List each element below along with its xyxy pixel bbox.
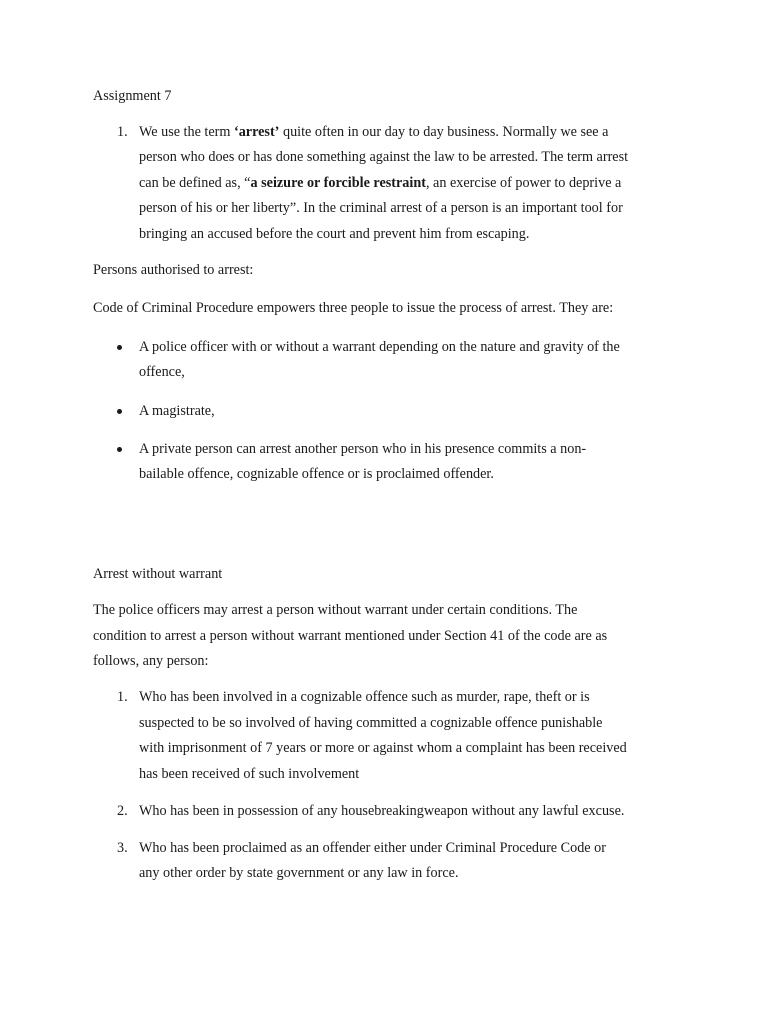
condition1-line4: has been received of such involvement [139, 766, 360, 782]
condition3-line2: any other order by state government or any law in force. [139, 865, 459, 881]
bullet1-line1: A police officer with or without a warrant depending on the nature and gravity of the [139, 339, 620, 355]
list-number: 1. [117, 689, 128, 705]
warrant-para-line1: The police officers may arrest a person without warrant under certain conditions. The [93, 602, 578, 618]
bullet-icon [117, 345, 122, 350]
text-span: can be defined as, “ [139, 175, 251, 191]
item1-line4: person of his or her liberty”. In the criminal arrest of a person is an important tool for [139, 200, 623, 216]
bullet3-line1: A private person can arrest another person who in his presence commits a non- [139, 441, 587, 457]
bullet1-line2: offence, [139, 364, 185, 380]
persons-heading: Persons authorised to arrest: [93, 262, 254, 278]
warrant-para-line3: follows, any person: [93, 653, 209, 669]
item1-line2: person who does or has done something against the law to be arrested. The term arrest [139, 149, 629, 165]
term-arrest: ‘arrest’ [233, 124, 280, 140]
code-intro: Code of Criminal Procedure empowers three people to issue the process of arrest. They are: [93, 300, 614, 316]
bullet3-line2: bailable offence, cognizable offence or is proclaimed offender. [139, 466, 494, 482]
text-span: , an exercise of power to deprive a [425, 175, 622, 191]
assignment-heading: Assignment 7 [93, 88, 172, 104]
text-span: quite often in our day to day business. Normally we see a [279, 124, 609, 140]
bullet2-line1: A magistrate, [139, 403, 215, 419]
item1-line1 [139, 124, 608, 141]
list-number: 1. [117, 124, 128, 140]
bullet-icon [117, 447, 122, 452]
condition2-line1: Who has been in possession of any housebreakingweapon without any lawful excuse. [139, 803, 625, 819]
list-number: 3. [117, 840, 128, 856]
warrant-para-line2: condition to arrest a person without warrant mentioned under Section 41 of the code are as [93, 628, 608, 644]
bullet-icon [117, 409, 122, 414]
condition3-line1: Who has been proclaimed as an offender either under Criminal Procedure Code or [139, 840, 606, 856]
definition-bold: a seizure or forcible restraint [250, 175, 426, 191]
text-span: We use the term [139, 124, 234, 140]
condition1-line1: Who has been involved in a cognizable offence such as murder, rape, theft or is [139, 689, 590, 705]
warrant-heading: Arrest without warrant [93, 566, 223, 582]
condition1-line3: with imprisonment of 7 years or more or against whom a complaint has been received [139, 740, 627, 756]
condition1-line2: suspected to be so involved of having committed a cognizable offence punishable [139, 715, 603, 731]
list-number: 2. [117, 803, 128, 819]
item1-line5: bringing an accused before the court and prevent him from escaping. [139, 226, 530, 242]
item1-line3 [139, 175, 621, 192]
